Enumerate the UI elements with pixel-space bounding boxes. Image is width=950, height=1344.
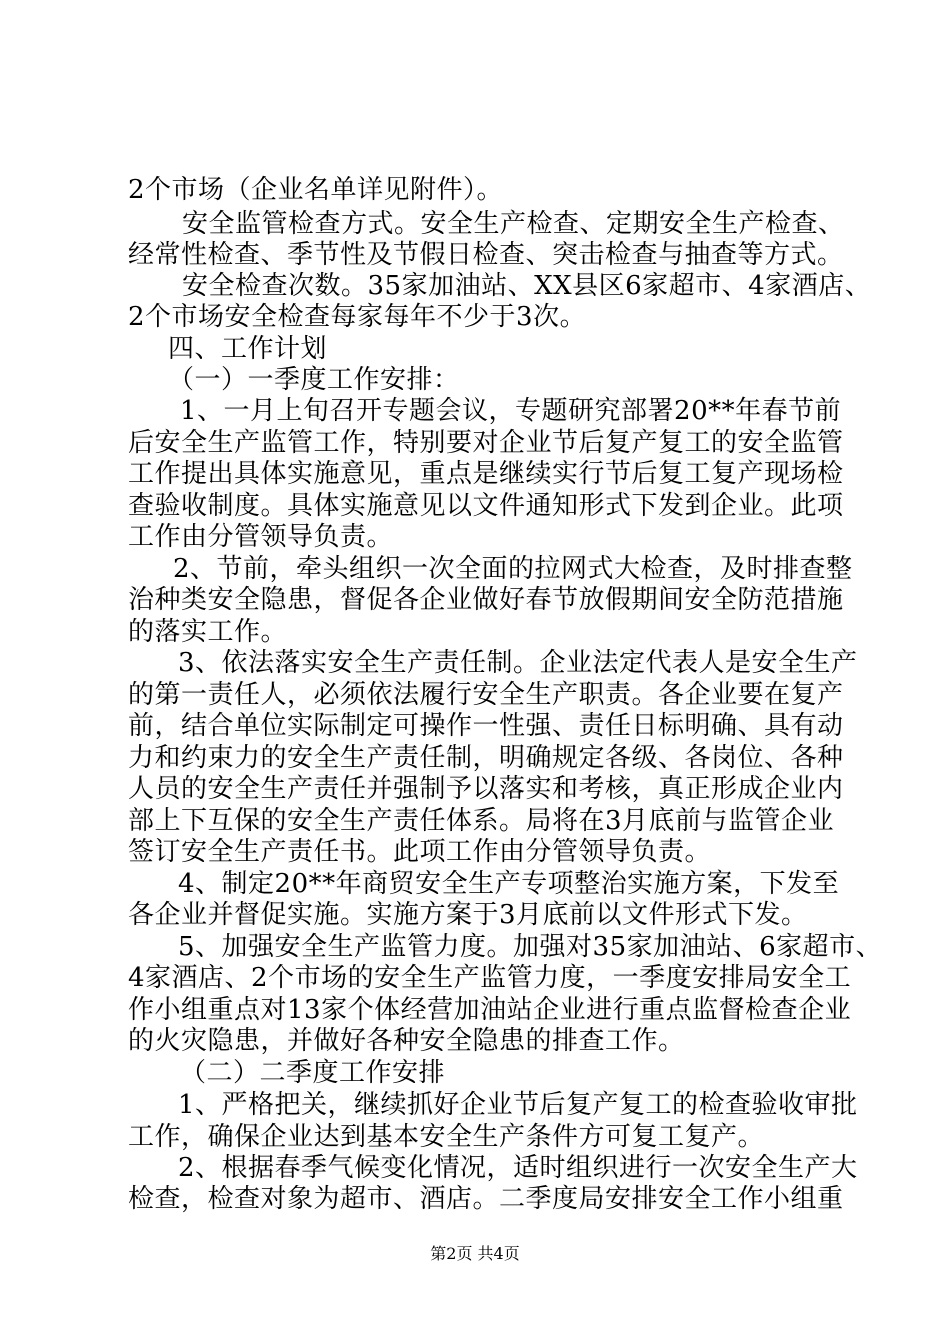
body-line: 各企业并督促实施。实施方案于3月底前以文件形式下发。 [128,900,808,930]
body-line: 工作提出具体实施意见，重点是继续实行节后复工复产现场检 [128,459,844,489]
body-line: 经常性检查、季节性及节假日检查、突击检查与抽查等方式。 [128,240,844,270]
body-line: 作小组重点对13家个体经营加油站企业进行重点监督检查企业 [128,995,852,1025]
body-line: 4、制定20**年商贸安全生产专项整治实施方案，下发至 [178,869,840,899]
page-footer: 第2页 共4页 [430,1244,520,1263]
body-line: 后安全生产监管工作，特别要对企业节后复产复工的安全监管 [128,428,844,458]
section-heading: 四、工作计划 [168,334,328,364]
body-line: 力和约束力的安全生产责任制，明确规定各级、各岗位、各种 [128,743,844,773]
body-line: 3、依法落实安全生产责任制。企业法定代表人是安全生产 [178,648,858,678]
body-line: 2个市场安全检查每家每年不少于3次。 [128,302,587,332]
body-line: 查验收制度。具体实施意见以文件通知形式下发到企业。此项 [128,491,844,521]
body-line: 工作由分管领导负责。 [128,522,394,552]
body-line: 1、一月上旬召开专题会议，专题研究部署20**年春节前 [180,396,842,426]
body-line: 的第一责任人，必须依法履行安全生产职责。各企业要在复产 [128,680,844,710]
body-line: 1、严格把关，继续抓好企业节后复产复工的检查验收审批 [178,1090,858,1120]
body-line: 安全监管检查方式。安全生产检查、定期安全生产检查、 [182,209,845,239]
body-line: 治种类安全隐患，督促各企业做好春节放假期间安全防范措施 [128,585,844,615]
body-line: 2、根据春季气候变化情况，适时组织进行一次安全生产大 [178,1153,858,1183]
body-line: 的火灾隐患，并做好各种安全隐患的排查工作。 [128,1026,685,1056]
body-line: 工作，确保企业达到基本安全生产条件方可复工复产。 [128,1122,765,1152]
subsection-heading: （一）一季度工作安排： [168,365,460,395]
body-line: 检查，检查对象为超市、酒店。二季度局安排安全工作小组重 [128,1184,844,1214]
body-line: 部上下互保的安全生产责任体系。局将在3月底前与监管企业 [128,806,835,836]
body-line: 2、节前，牵头组织一次全面的拉网式大检查，及时排查整 [173,554,853,584]
body-line: 4家酒店、2个市场的安全生产监管力度，一季度安排局安全工 [128,963,852,993]
body-line: 签订安全生产责任书。此项工作由分管领导负责。 [128,837,712,867]
body-line: 2个市场（企业名单详见附件）。 [128,175,504,205]
body-line: 安全检查次数。35家加油站、XX县区6家超市、4家酒店、 [182,271,872,301]
subsection-heading: （二）二季度工作安排 [180,1058,446,1088]
body-line: 的落实工作。 [128,617,288,647]
body-line: 5、加强安全生产监管力度。加强对35家加油站、6家超市、 [178,932,883,962]
body-line: 人员的安全生产责任并强制予以落实和考核，真正形成企业内 [128,774,844,804]
body-line: 前，结合单位实际制定可操作一性强、责任日标明确、具有动 [128,711,844,741]
